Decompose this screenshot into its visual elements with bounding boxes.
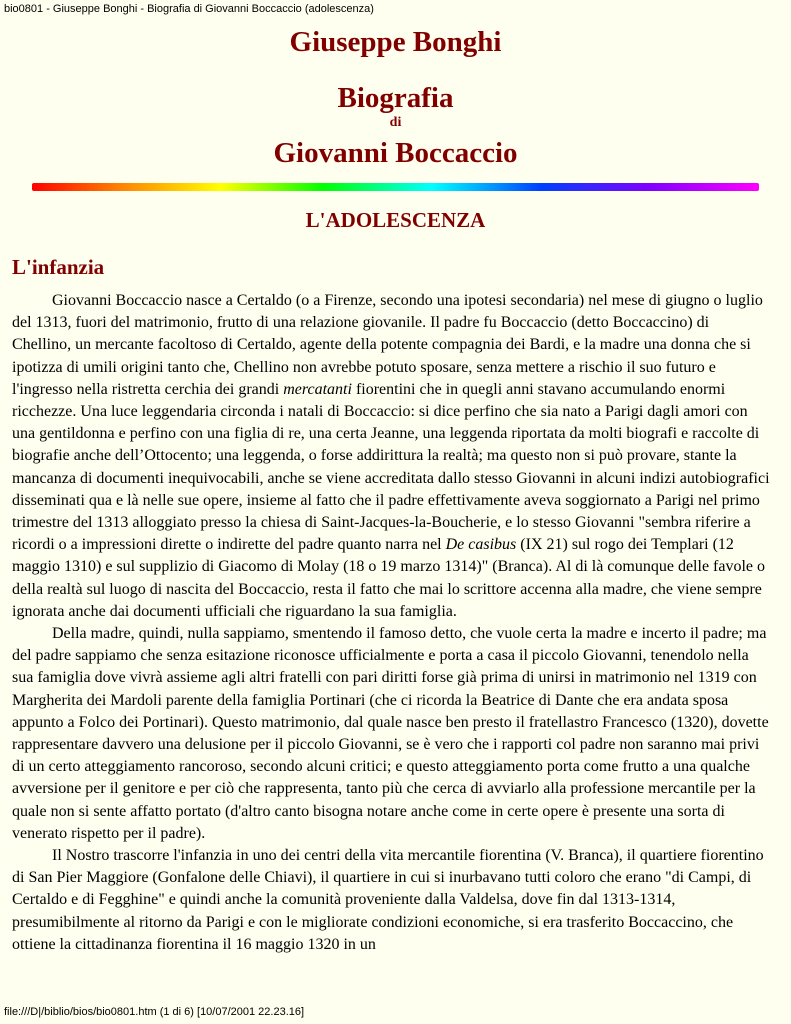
- italic-de-casibus: De casibus: [445, 536, 517, 554]
- body-text: [12, 290, 772, 956]
- biography-title: Biografia: [337, 82, 454, 114]
- rainbow-divider: [32, 183, 759, 191]
- italic-mercatanti: mercatanti: [283, 380, 352, 398]
- paragraph-3: Il Nostro trascorre l'infanzia in uno dei centri della vita mercantile fiorentina (V. Branca), il quartiere fiorentino di San Pier Maggiore (Gonfalone delle Chiavi), il quartiere in cui si inurbavano tutti coloro che erano "di Campi, di Certaldo e di Fegghine" e quindi anche la comunità proveniente dalla Valdelsa, dove fin dal 1313-1314, presumibilmente al ritorno da Parigi e con le migliorate condizioni economiche, si era trasferito Boccaccino, che ottiene la cittadinanza fiorentina il 16 maggio 1320 in un: [12, 847, 764, 953]
- section-title: L'ADOLESCENZA: [305, 208, 486, 232]
- paragraph-1-part-a: Giovanni Boccaccio nasce a Certaldo (o a Firenze, secondo una ipotesi secondaria) nel mese di giugno o luglio del 1313, fuori del matrimonio, frutto di una relazione giovanile. Il padre fu Boccaccio (detto Boccaccino) di Chellino, un mercante facoltoso di Certaldo, agente della potente compagnia dei Bardi, e la madre una donna che si ipotizza di umili origini tanto che, Chellino non avrebbe potuto sposare, senza mettere a rischio il suo futuro e l'ingresso nella ristretta cerchia dei grandi: [12, 292, 763, 398]
- paragraph-1-part-b: fiorentini che in quegli anni stavano accumulando enormi ricchezze. Una luce leggendaria circonda i natali di Boccaccio: si dice perfino che sia nato a Parigi dagli amori con una gentildonna e perfino con una figlia di re, una certa Jeanne, una leggenda riportata da molti biografi e raccolte di biografie anche dell’Ottocento; una leggenda, o forse addirittura la realtà; ma questo non si può provare, stante la mancanza di documenti inequivocabili, anche se viene accreditata dallo stesso Giovanni in alcuni indizi autobiografici disseminati qua e là nelle sue opere, insieme al fatto che il padre effettivamente aveva soggiornato a Parigi nel primo trimestre del 1313 alloggiato presso la chiesa di Saint-Jacques-la-Boucherie, e lo stesso Giovanni "sembra riferire a ricordi o a impressioni dirette o indirette del padre quanto narra nel: [12, 380, 770, 554]
- browser-header-title: bio0801 - Giuseppe Bonghi - Biografia di Giovanni Boccaccio (adolescenza): [4, 3, 374, 15]
- chapter-title: L'infanzia: [12, 255, 105, 279]
- author-title: Giuseppe Bonghi: [289, 26, 502, 58]
- paragraph-1: [12, 290, 772, 623]
- paragraph-1-part-c: (IX 21) sul rogo dei Templari (12 maggio 1310) e sul supplizio di Giacomo di Molay (18 o 19 marzo 1314)" (Branca). Al di là comunque delle favole o della realtà sul luogo di nascita del Boccaccio, resta il fatto che mai lo scrittore accenna alla madre, che viene sempre ignorata anche dai documenti ufficiali che riguardano la sua famiglia.: [12, 536, 766, 620]
- di-connector: di: [389, 115, 402, 130]
- subject-title: Giovanni Boccaccio: [273, 137, 518, 169]
- browser-footer-path: file:///D|/biblio/bios/bio0801.htm (1 di 6) [10/07/2001 22.23.16]: [4, 1006, 305, 1018]
- paragraph-2: Della madre, quindi, nulla sappiamo, smentendo il famoso detto, che vuole certa la madre e incerto il padre; ma del padre sappiamo che senza esitazione riconosce ufficialmente e porta a casa il piccolo Giovanni, tenendolo nella sua famiglia dove vivrà assieme agli altri fratelli con pari diritti forse già prima di unirsi in matrimonio nel 1319 con Margherita dei Mardoli parente della famiglia Portinari (che ci ricorda la Beatrice di Dante che era andata sposa appunto a Folco dei Portinari). Questo matrimonio, dal quale nasce ben presto il fratellastro Francesco (1320), dovette rappresentare davvero una delusione per il piccolo Giovanni, se è vero che i rapporti col padre non saranno mai privi di un certo atteggiamento rancoroso, secondo alcuni critici; e questo atteggiamento porta come frutto a una qualche avversione per il genitore e per ciò che rappresenta, tanto più che cerca di avviarlo alla professione mercantile per la quale non si sente affatto portato (d'altro canto bisogna notare anche come in certe opere è presente una sorta di venerato rispetto per il padre).: [12, 625, 769, 842]
